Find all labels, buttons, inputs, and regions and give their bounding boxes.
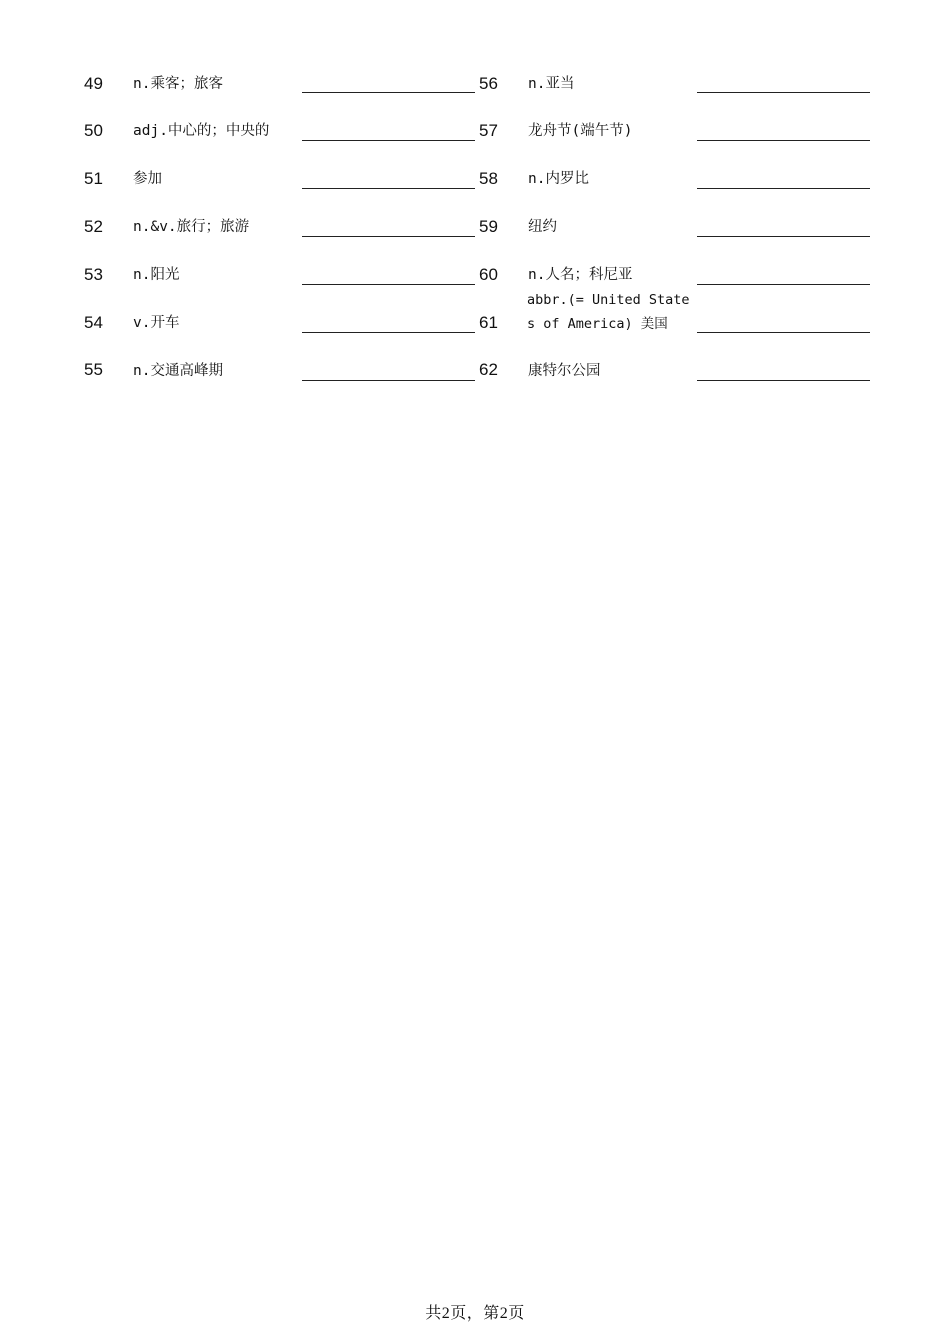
item-number: 53 bbox=[84, 265, 103, 284]
definition: 康特尔公园 bbox=[528, 363, 601, 379]
answer-blank[interactable] bbox=[697, 332, 870, 333]
answer-blank[interactable] bbox=[302, 236, 475, 237]
definition: n.亚当 bbox=[528, 76, 575, 92]
definition: n.人名；科尼亚 bbox=[528, 267, 633, 283]
definition: 龙舟节(端午节) bbox=[528, 123, 633, 139]
item-number: 57 bbox=[479, 121, 498, 140]
item-number: 52 bbox=[84, 217, 103, 236]
answer-blank[interactable] bbox=[697, 380, 870, 381]
answer-blank[interactable] bbox=[697, 188, 870, 189]
answer-blank[interactable] bbox=[697, 236, 870, 237]
definition: n.阳光 bbox=[133, 267, 180, 283]
item-number: 55 bbox=[84, 360, 103, 379]
answer-blank[interactable] bbox=[302, 380, 475, 381]
definition: 纽约 bbox=[528, 219, 557, 235]
definition: n.乘客；旅客 bbox=[133, 76, 223, 92]
answer-blank[interactable] bbox=[302, 188, 475, 189]
item-number: 60 bbox=[479, 265, 498, 284]
item-number: 50 bbox=[84, 121, 103, 140]
item-number: 51 bbox=[84, 169, 103, 188]
answer-blank[interactable] bbox=[302, 92, 475, 93]
item-number: 61 bbox=[479, 313, 498, 332]
definition: abbr.(= United States of America) 美国 bbox=[527, 292, 690, 332]
item-number: 59 bbox=[479, 217, 498, 236]
answer-blank[interactable] bbox=[697, 284, 870, 285]
page-footer: 共2页，第2页 bbox=[425, 1305, 525, 1322]
definition: n.交通高峰期 bbox=[133, 363, 223, 379]
item-number: 56 bbox=[479, 74, 498, 93]
definition: adj.中心的；中央的 bbox=[133, 123, 270, 139]
item-number: 49 bbox=[84, 74, 103, 93]
item-number: 58 bbox=[479, 169, 498, 188]
item-number: 54 bbox=[84, 313, 103, 332]
answer-blank[interactable] bbox=[302, 332, 475, 333]
definition: 参加 bbox=[133, 171, 162, 187]
definition: v.开车 bbox=[133, 315, 180, 331]
answer-blank[interactable] bbox=[697, 140, 870, 141]
answer-blank[interactable] bbox=[697, 92, 870, 93]
answer-blank[interactable] bbox=[302, 140, 475, 141]
definition: n.&v.旅行；旅游 bbox=[133, 219, 250, 235]
item-number: 62 bbox=[479, 360, 498, 379]
definition: n.内罗比 bbox=[528, 171, 589, 187]
answer-blank[interactable] bbox=[302, 284, 475, 285]
